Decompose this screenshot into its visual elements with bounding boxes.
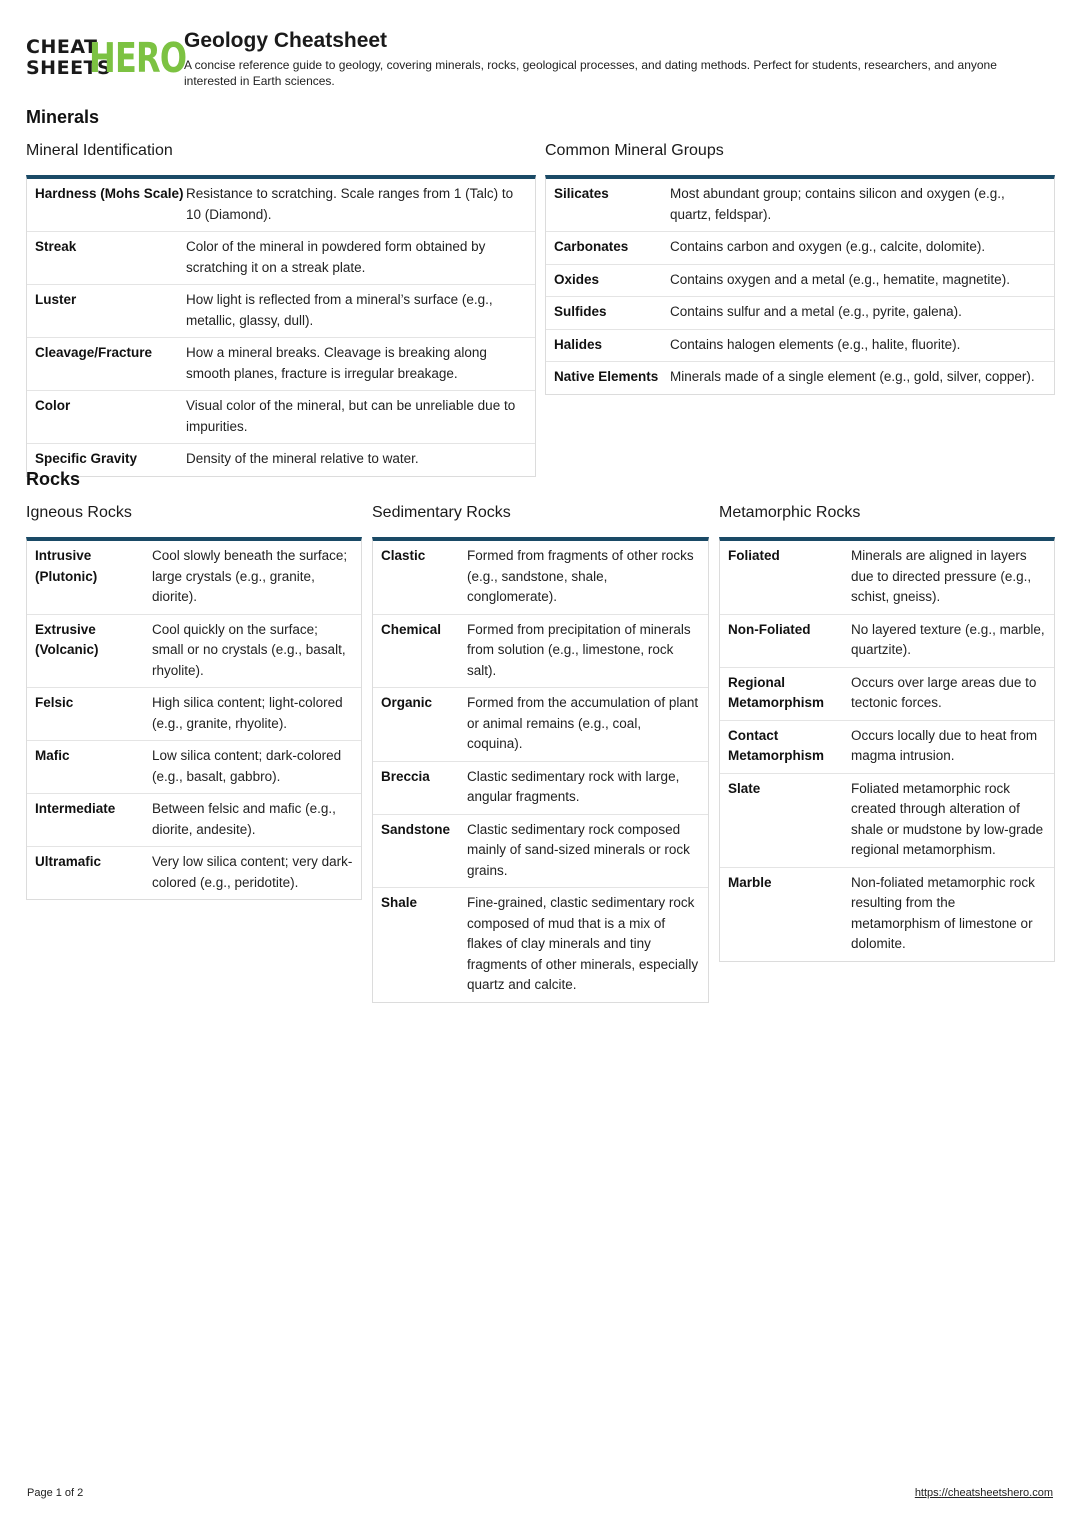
block-common-mineral-groups (545, 141, 1055, 395)
row-term: Intermediate (35, 801, 116, 816)
row-description: How light is reflected from a mineral’s surface (e.g., metallic, glassy, dull). (186, 292, 493, 328)
page-number: Page 1 of 2 (27, 1487, 84, 1499)
row-description: Fine-grained, clastic sedimentary rock composed of mud that is a mix of flakes of clay minerals and tiny fragments of other minerals, especially quartz and calcite. (467, 895, 699, 992)
table-row (373, 688, 708, 762)
table-row (27, 338, 535, 391)
table-row (546, 265, 1054, 298)
table-row (27, 688, 361, 741)
row-term: Clastic (381, 548, 426, 563)
row-description: Very low silica content; very dark-colored (e.g., peridotite). (152, 854, 353, 890)
row-term: Cleavage/Fracture (35, 345, 153, 360)
table-row (27, 741, 361, 794)
table-row (546, 330, 1054, 363)
definition-table (545, 175, 1055, 395)
row-description: Density of the mineral relative to water. (186, 451, 419, 466)
table-row (27, 847, 361, 899)
logo-word-sheets: SHEETS (26, 57, 112, 79)
table-row (27, 285, 535, 338)
row-description: How a mineral breaks. Cleavage is breaking along smooth planes, fracture is irregular breakage. (186, 345, 487, 381)
row-term: Oxides (554, 271, 600, 287)
row-term: Breccia (381, 768, 430, 784)
table-row (27, 232, 535, 285)
table-row (27, 179, 535, 232)
page-title: Geology Cheatsheet (184, 29, 388, 52)
table-row (720, 668, 1054, 721)
cheatsheets-hero-logo[interactable] (26, 34, 187, 82)
row-term: Chemical (381, 621, 442, 637)
row-term: Foliated (728, 548, 780, 563)
row-term: Intrusive (Plutonic) (35, 548, 98, 584)
table-row (546, 179, 1054, 232)
page-header (26, 30, 1056, 90)
row-term: Color (35, 398, 71, 413)
row-description: Between felsic and mafic (e.g., diorite, andesite). (152, 801, 336, 837)
row-term: Sandstone (381, 821, 451, 837)
row-description: Cool quickly on the surface; small or no crystals (e.g., basalt, rhyolite). (152, 621, 346, 678)
row-term: Contact Metamorphism (728, 727, 825, 763)
row-description: Color of the mineral in powdered form obtained by scratching it on a streak plate. (186, 239, 486, 275)
block-igneous-rocks (26, 503, 362, 900)
row-term: Ultramafic (35, 854, 102, 869)
table-row (27, 794, 361, 847)
block-title: Sedimentary Rocks (372, 504, 511, 521)
table-row (27, 615, 361, 689)
table-row (373, 762, 708, 815)
row-description: Minerals made of a single element (e.g., gold, silver, copper). (670, 369, 1035, 384)
row-description: Occurs over large areas due to tectonic forces. (851, 674, 1037, 710)
definition-table (26, 537, 362, 900)
row-description: Cool slowly beneath the surface; large crystals (e.g., granite, diorite). (152, 548, 348, 604)
logo-word-hero: HERO (89, 34, 187, 82)
row-term: Carbonates (554, 239, 629, 254)
section-heading-minerals: Minerals (26, 107, 100, 127)
table-row (373, 815, 708, 889)
table-row (546, 232, 1054, 265)
row-description: Clastic sedimentary rock composed mainly of sand-sized minerals or rock grains. (467, 821, 690, 878)
row-description: Minerals are aligned in layers due to directed pressure (e.g., schist, gneiss). (851, 548, 1032, 604)
row-description: Occurs locally due to heat from magma intrusion. (851, 727, 1038, 763)
row-description: Contains carbon and oxygen (e.g., calcite, dolomite). (670, 239, 986, 254)
block-title: Mineral Identification (26, 142, 173, 159)
block-metamorphic-rocks (719, 503, 1055, 962)
block-title: Metamorphic Rocks (719, 504, 861, 521)
logo-word-cheat: CHEAT (26, 36, 98, 58)
table-row (720, 615, 1054, 668)
definition-table (719, 537, 1055, 962)
table-row (546, 362, 1054, 394)
block-title: Common Mineral Groups (545, 142, 724, 159)
row-description: Clastic sedimentary rock with large, angular fragments. (467, 768, 680, 804)
definition-table (372, 537, 709, 1003)
table-row (27, 444, 535, 476)
row-term: Regional Metamorphism (728, 674, 825, 710)
row-description: Contains oxygen and a metal (e.g., hematite, magnetite). (670, 271, 1010, 287)
table-row (373, 541, 708, 615)
page-description: A concise reference guide to geology, covering minerals, rocks, geological processes, and dating methods. Perfect for students, researchers, and anyone interested in Earth sciences. (184, 58, 997, 88)
row-term: Halides (554, 336, 603, 352)
row-term: Marble (728, 874, 772, 890)
row-term: Luster (35, 292, 77, 307)
row-term: Native Elements (554, 369, 659, 384)
row-term: Sulfides (554, 304, 607, 319)
row-term: Mafic (35, 748, 70, 763)
row-term: Non-Foliated (728, 621, 811, 637)
table-row (720, 868, 1054, 961)
table-row (720, 774, 1054, 868)
table-row (373, 615, 708, 689)
row-description: Formed from fragments of other rocks (e.g., sandstone, shale, conglomerate). (467, 548, 694, 604)
row-description: No layered texture (e.g., marble, quartzite). (851, 621, 1045, 657)
title-block (184, 30, 1044, 89)
row-description: High silica content; light-colored (e.g., granite, rhyolite). (152, 695, 343, 731)
row-description: Contains sulfur and a metal (e.g., pyrite, galena). (670, 304, 962, 319)
row-term: Specific Gravity (35, 451, 138, 466)
row-term: Extrusive (Volcanic) (35, 621, 99, 657)
table-row (546, 297, 1054, 330)
row-term: Silicates (554, 186, 609, 201)
row-description: Resistance to scratching. Scale ranges from 1 (Talc) to 10 (Diamond). (186, 186, 514, 222)
block-mineral-identification (26, 141, 536, 477)
row-term: Felsic (35, 695, 74, 710)
table-row (720, 541, 1054, 615)
table-row (373, 888, 708, 1002)
row-description: Contains halogen elements (e.g., halite, fluorite). (670, 336, 961, 352)
row-term: Organic (381, 695, 433, 710)
table-row (27, 391, 535, 444)
row-term: Slate (728, 780, 761, 796)
row-term: Streak (35, 239, 77, 254)
row-term: Shale (381, 895, 418, 910)
row-description: Low silica content; dark-colored (e.g., basalt, gabbro). (152, 748, 342, 784)
row-description: Most abundant group; contains silicon and oxygen (e.g., quartz, feldspar). (670, 186, 1005, 222)
row-description: Formed from precipitation of minerals from solution (e.g., limestone, rock salt). (467, 621, 691, 678)
definition-table (26, 175, 536, 477)
row-description: Non-foliated metamorphic rock resulting from the metamorphism of limestone or dolomite. (851, 874, 1035, 951)
row-term: Hardness (Mohs Scale) (35, 186, 184, 201)
block-title: Igneous Rocks (26, 504, 132, 521)
table-row (27, 541, 361, 615)
row-description: Visual color of the mineral, but can be unreliable due to impurities. (186, 398, 516, 434)
section-heading-rocks: Rocks (26, 469, 81, 489)
site-link[interactable]: https://cheatsheetshero.com (914, 1487, 1053, 1499)
row-description: Formed from the accumulation of plant or animal remains (e.g., coal, coquina). (467, 695, 699, 751)
block-sedimentary-rocks (372, 503, 709, 1003)
row-description: Foliated metamorphic rock created through alteration of shale or mudstone by low-grade regional metamorphism. (851, 780, 1044, 857)
table-row (720, 721, 1054, 774)
